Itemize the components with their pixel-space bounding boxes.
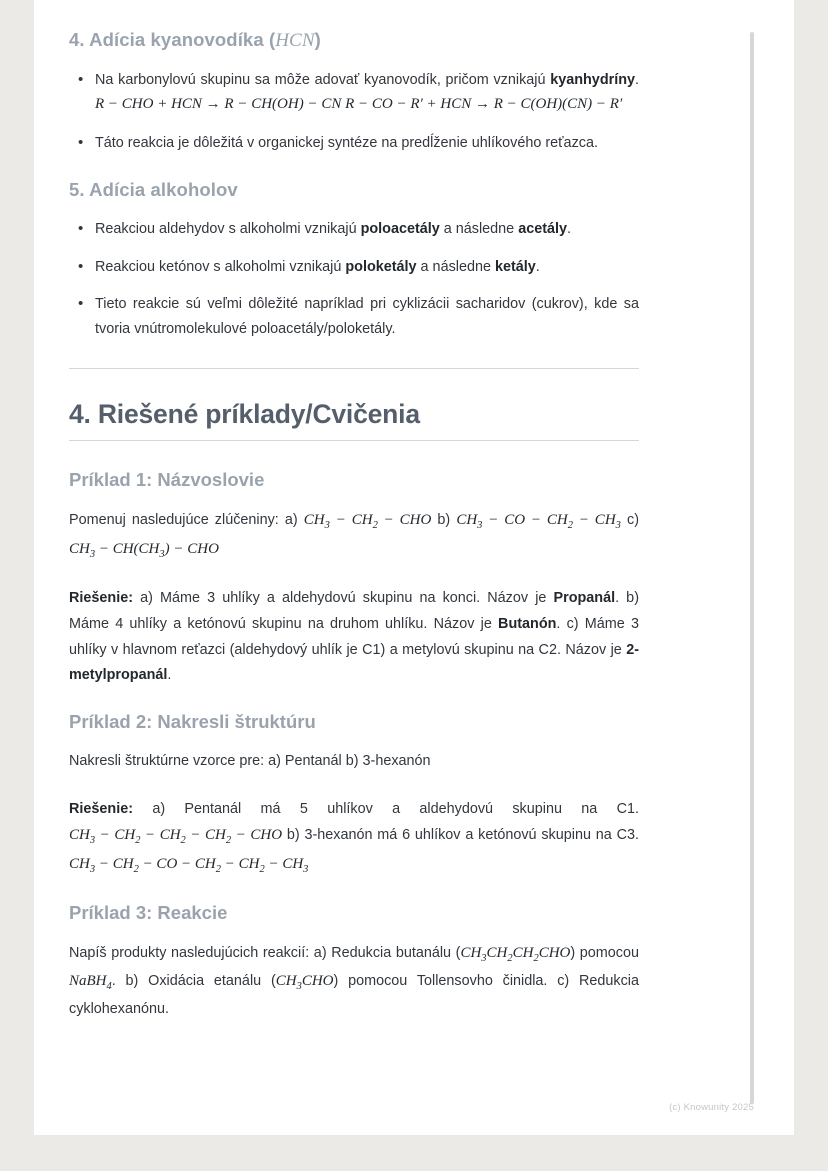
solution-text: a) Pentanál má 5 uhlíkov a aldehydovú skupinu na C1. xyxy=(133,800,639,817)
list-item xyxy=(69,292,639,342)
copyright-footer: (c) Knowunity 2025 xyxy=(669,1102,754,1113)
priklad-2-task: Nakresli štruktúrne vzorce pre: a) Pentanál b) 3-hexanón xyxy=(69,752,431,769)
bullet-text: . xyxy=(535,258,540,275)
task-text: b) xyxy=(431,512,457,528)
bullet-tail: . xyxy=(635,71,639,88)
scrollbar-track[interactable] xyxy=(750,32,754,1104)
heading-adicia-alkoholov: 5. Adícia alkoholov xyxy=(69,178,238,200)
heading-priklad-3: Príklad 3: Reakcie xyxy=(69,901,228,923)
solution-bold: Propanál xyxy=(553,590,616,607)
list-item xyxy=(69,68,639,119)
list-item xyxy=(69,217,639,242)
heading-adicia-kyanovodika xyxy=(69,28,639,54)
task-text: c) xyxy=(620,512,639,528)
formula-pentanal: $CH_3 - CH_2 - CH_2 - CH_2$ − CHO xyxy=(69,827,283,847)
bullet-text: Tieto reakcie sú veľmi dôležité napríklad pri cyklizácii sacharidov (cukrov), kde sa tvoria vnútromolekulové poloacetály/poloketály. xyxy=(95,296,639,338)
heading-text: 4. Adícia kyanovodíka ( xyxy=(69,29,276,50)
solution-text: . b) Máme 4 uhlíky a ketónovú skupinu na druhom uhlíku. Názov je xyxy=(69,590,639,633)
formula-c: $CH_3 - CH(CH_3)$ − CHO xyxy=(69,540,219,560)
bullet-text: a následne xyxy=(439,220,519,237)
solution-text: a) Máme 3 uhlíky a aldehydovú skupinu na konci. Názov je xyxy=(133,590,554,607)
priklad-1-task xyxy=(69,507,639,564)
heading-tail: ) xyxy=(314,29,321,50)
bullet-text: a následne xyxy=(416,258,495,275)
solution-text: . xyxy=(167,667,172,684)
bullet-bold: kyanhydríny xyxy=(550,71,635,88)
bullet-bold: poloketály xyxy=(345,258,417,275)
bullet-bold: poloacetály xyxy=(360,220,440,237)
title-underline xyxy=(69,440,639,441)
heading-priklad-2: Príklad 2: Nakresli štruktúru xyxy=(69,710,316,732)
task-text: ) pomocou Tollensovho činidla. c) Redukcia cyklohexanónu. xyxy=(69,973,640,1017)
bullet-text: Reakciou ketónov s alkoholmi vznikajú xyxy=(95,258,346,275)
page-title: 4. Riešené príklady/Cvičenia xyxy=(69,399,420,429)
heading-formula: HCN xyxy=(275,30,315,51)
solution-label: Riešenie: xyxy=(69,590,133,607)
formula-hexanon: $CH_3 - CH_2$ − CO − $CH_2 - CH_2 - CH_3$ xyxy=(69,855,309,875)
formula-ethanal: $CH_3CHO$ xyxy=(275,973,334,993)
solution-text: . c) Máme 3 uhlíky v hlavnom reťazci (aldehydový uhlík je C1) a metylovú skupinu na C2. Názov je xyxy=(69,616,639,658)
priklad-1-solution xyxy=(69,586,639,689)
priklad-3-task xyxy=(69,940,639,1023)
solution-bold: Butanón xyxy=(498,616,557,633)
bullet-bold: acetály xyxy=(518,220,567,237)
bullet-bold: ketály xyxy=(494,258,536,275)
document-page xyxy=(34,0,794,1135)
formula-a: $CH_3 - CH_2$ − CHO xyxy=(303,512,432,531)
list-item xyxy=(69,131,639,156)
bullet-text: Reakciou aldehydov s alkoholmi vznikajú xyxy=(95,220,361,237)
priklad-2-solution xyxy=(69,797,639,880)
task-text: Napíš produkty nasledujúcich reakcií: a) Redukcia butanálu ( xyxy=(69,944,461,961)
solution-bold: 2-metylpropanál xyxy=(69,641,639,684)
section-divider xyxy=(69,368,639,369)
task-text: ) pomocou xyxy=(570,944,639,961)
list-item xyxy=(69,255,639,280)
document-content xyxy=(69,28,639,1049)
bullet-text: Táto reakcia je dôležitá v organickej syntéze na predĺženie uhlíkového reťazca. xyxy=(95,135,598,152)
solution-label: Riešenie: xyxy=(69,800,133,817)
bullet-text: . xyxy=(567,220,571,237)
list-adicia-alkoholov xyxy=(69,217,639,342)
task-text: . b) Oxidácia etanálu ( xyxy=(111,973,276,990)
reaction-equation: R − CHO + HCN → R − CH(OH) − CN R − CO − R′ + HCN → R − C(OH)(CN) − R′ xyxy=(95,96,623,113)
formula-butanal: $CH_3CH_2CH_2CHO$ xyxy=(460,944,571,964)
formula-b: $CH_3$ − CO − $CH_2 - CH_3$ xyxy=(456,512,621,531)
formula-nabh4: NaBH$_4$ xyxy=(69,973,112,993)
heading-priklad-1: Príklad 1: Názvoslovie xyxy=(69,469,265,490)
bullet-text: Na karbonylovú skupinu sa môže adovať kyanovodík, pričom vznikajú xyxy=(95,71,551,88)
solution-text: b) 3-hexanón má 6 uhlíkov a ketónovú skupinu na C3. xyxy=(282,827,639,844)
list-adicia-kyanovodika xyxy=(69,68,639,156)
task-text: Pomenuj nasledujúce zlúčeniny: a) xyxy=(69,512,304,528)
